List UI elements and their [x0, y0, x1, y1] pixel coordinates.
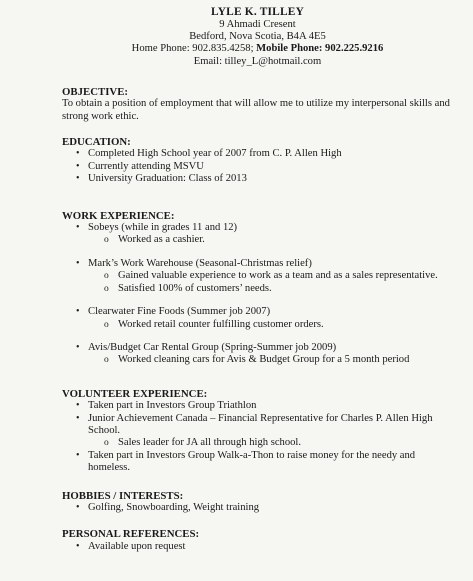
- references-list: [62, 541, 459, 553]
- objective-heading: OBJECTIVE:: [62, 85, 128, 98]
- resume-header: [50, 6, 465, 68]
- job-item: [78, 342, 459, 367]
- job-details: [88, 354, 459, 366]
- references-heading: PERSONAL REFERENCES:: [62, 528, 200, 541]
- work-section: [62, 210, 459, 367]
- job-title: Sobeys (while in grades 11 and 12): [88, 222, 238, 234]
- volunteer-section: [62, 388, 459, 475]
- address-line-1: 9 Ahmadi Cresent: [219, 19, 296, 30]
- work-list: [62, 222, 459, 367]
- mobile-phone-label: Mobile Phone:: [256, 43, 323, 55]
- list-item: • Taken part in Investors Group Triathlon: [78, 400, 459, 412]
- detail-item: o Gained valuable experience to work as a team and as a sales representative.: [104, 270, 459, 282]
- education-heading: EDUCATION:: [62, 136, 131, 149]
- home-phone-label: Home Phone:: [131, 43, 190, 55]
- list-item: • University Graduation: Class of 2013: [78, 173, 459, 185]
- email-label: Email:: [193, 55, 223, 67]
- list-item: • Currently attending MSVU: [78, 161, 459, 173]
- list-item: • Golfing, Snowboarding, Weight training: [78, 502, 459, 514]
- mobile-phone: 902.225.9216: [325, 43, 384, 55]
- job-details: [88, 319, 459, 331]
- volunteer-heading: VOLUNTEER EXPERIENCE:: [62, 387, 208, 400]
- hobbies-heading: HOBBIES / INTERESTS:: [62, 489, 184, 502]
- detail-item: o Worked retail counter fulfilling customer orders.: [104, 319, 459, 331]
- detail-item: o Sales leader for JA all through high school.: [104, 437, 459, 449]
- job-details: [88, 270, 459, 295]
- list-item: • Taken part in Investors Group Walk-a-Thon to raise money for the needy and homeless.: [78, 450, 459, 475]
- candidate-name: LYLE K. TILLEY: [210, 6, 305, 18]
- volunteer-details: [88, 437, 459, 449]
- volunteer-text: Junior Achievement Canada – Financial Representative for Charles P. Allen High School.: [88, 412, 433, 436]
- job-item: [78, 258, 459, 295]
- job-title: Avis/Budget Car Rental Group (Spring-Summer job 2009): [88, 341, 337, 353]
- education-list: [62, 148, 459, 185]
- job-title: Clearwater Fine Foods (Summer job 2007): [88, 306, 271, 318]
- list-item: [78, 413, 459, 450]
- detail-item: o Satisfied 100% of customers’ needs.: [104, 283, 459, 295]
- job-title: Mark’s Work Warehouse (Seasonal-Christmas relief): [88, 257, 312, 269]
- volunteer-list: [62, 400, 459, 474]
- job-details: [88, 234, 459, 246]
- objective-section: [62, 86, 459, 123]
- education-section: [62, 136, 459, 186]
- work-heading: WORK EXPERIENCE:: [62, 209, 175, 222]
- hobbies-list: [62, 502, 459, 514]
- hobbies-section: [62, 490, 459, 515]
- list-item: • Available upon request: [78, 541, 459, 553]
- references-section: [62, 528, 459, 553]
- job-item: [78, 306, 459, 331]
- phone-line: [50, 43, 465, 55]
- job-item: [78, 222, 459, 247]
- detail-item: o Worked as a cashier.: [104, 234, 459, 246]
- detail-item: o Worked cleaning cars for Avis & Budget Group for a 5 month period: [104, 354, 459, 366]
- list-item: • Completed High School year of 2007 from C. P. Allen High: [78, 148, 459, 160]
- home-phone: 902.835.4258;: [192, 43, 254, 55]
- email-line: [50, 56, 465, 68]
- email-address: tilley_L@hotmail.com: [224, 55, 322, 67]
- address-line-2: Bedford, Nova Scotia, B4A 4E5: [189, 31, 326, 43]
- objective-text: To obtain a position of employment that will allow me to utilize my interpersonal skills and strong work ethic.: [62, 98, 450, 122]
